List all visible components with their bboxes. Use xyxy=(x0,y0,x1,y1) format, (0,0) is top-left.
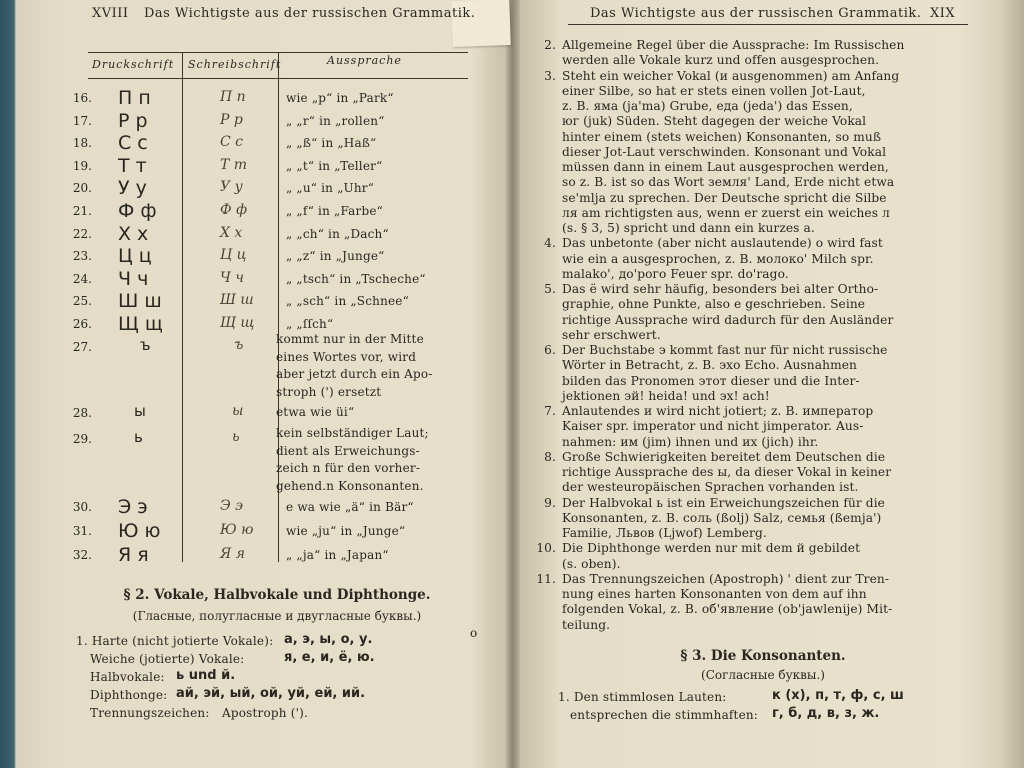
row-number: 24. xyxy=(72,271,92,286)
row-number: 26. xyxy=(72,317,92,331)
script-letter: Ч ч xyxy=(220,269,244,286)
text-line: Das Trennungszeichen (Apostroph) ' dient zur Tren- xyxy=(562,571,890,586)
running-title: Das Wichtigste aus der russischen Grammatik. xyxy=(144,6,476,21)
print-letter: Ф ф xyxy=(118,200,157,222)
row-number: 27. xyxy=(72,340,92,354)
text-line: (s. § 3, 5) spricht und dann ein kurzes а. xyxy=(562,221,815,235)
script-letter: П п xyxy=(220,89,246,105)
vowel-value: я, е, и, ё, ю. xyxy=(284,650,375,665)
pronunciation: „ „f“ in „Farbe“ xyxy=(286,204,383,218)
row-number: 16. xyxy=(72,91,92,105)
row-number: 21. xyxy=(72,204,92,218)
print-letter: Ц ц xyxy=(118,245,152,268)
row-number: 19. xyxy=(72,158,92,173)
text-line: Der Halbvokal ь ist ein Erweichungszeichen für die xyxy=(562,495,885,510)
pronunciation: „ „ß“ in „Haß“ xyxy=(286,136,377,151)
script-letter: Р р xyxy=(220,111,243,128)
item-number: 9. xyxy=(544,495,556,510)
vowel-value: Apostroph ('). xyxy=(222,706,309,720)
column-header: Schreibschrift xyxy=(188,58,282,71)
text-line: bilden das Pronomen этот dieser und die Inter- xyxy=(562,373,860,388)
item-number: 10. xyxy=(536,541,556,556)
script-letter: ы xyxy=(232,403,244,419)
print-letter: Э э xyxy=(118,496,148,518)
text-line: müssen dann in einem Laut ausgesprochen werden, xyxy=(562,160,889,174)
text-line: einer Silbe, so hat er stets einen vollen Jot-Laut, xyxy=(562,83,866,98)
text-line: Steht ein weicher Vokal (и ausgenommen) am Anfang xyxy=(562,68,900,83)
text-line: malako', до'рого Feuer spr. do'rago. xyxy=(562,266,789,281)
row-number: 20. xyxy=(72,181,92,196)
text-line: Große Schwierigkeiten bereitet dem Deutschen die xyxy=(562,449,886,464)
section-3-subtitle: (Согласные буквы.) xyxy=(701,668,825,682)
print-letter: ы xyxy=(134,402,146,420)
script-letter: Ш ш xyxy=(220,292,254,309)
print-letter: Х х xyxy=(118,222,149,245)
script-letter: Т т xyxy=(220,156,248,173)
page-number: XVIII xyxy=(92,6,129,21)
row28-text: etwa wie üi“ xyxy=(276,405,355,419)
text-line: юг (juk) Süden. Steht dagegen der weiche Vokal xyxy=(562,114,867,129)
item-number: 7. xyxy=(544,404,556,418)
text-line: richtige Aussprache wird dadurch für den Ausländer xyxy=(562,312,894,327)
running-title: Das Wichtigste aus der russischen Grammatik. xyxy=(590,6,922,21)
print-letter: У у xyxy=(118,177,147,200)
text-line: dieser Jot-Laut verschwinden. Konsonant und Vokal xyxy=(562,144,887,159)
vowel-value: ай, эй, ый, ой, уй, ей, ий. xyxy=(176,686,366,701)
text-line: der westeuropäischen Sprachen vorhanden ist. xyxy=(562,480,859,495)
text-line: nung eines harten Konsonanten von dem auf ihn xyxy=(562,587,867,601)
print-letter: ъ xyxy=(140,336,151,354)
print-letter: П п xyxy=(118,87,151,109)
item-number: 5. xyxy=(544,282,556,296)
row-number: 28. xyxy=(72,406,92,420)
text-line: Allgemeine Regel über die Aussprache: Im Russischen xyxy=(562,38,905,52)
vowel-value: а, э, ы, о, у. xyxy=(284,632,373,647)
item-number: 3. xyxy=(544,68,556,83)
page-number: XIX xyxy=(930,6,956,21)
script-letter: ъ xyxy=(234,337,244,353)
vowel-label: Weiche (jotierte) Vokale: xyxy=(90,652,245,666)
script-letter: Щ щ xyxy=(220,315,255,331)
right-page xyxy=(528,0,978,768)
pronunciation: „ „sch“ in „Schnee“ xyxy=(286,294,409,309)
script-letter: Ф ф xyxy=(220,202,248,218)
pronunciation: „ „r“ in „rollen“ xyxy=(286,113,385,128)
pronunciation: wie „p“ in „Park“ xyxy=(286,91,394,105)
column-header: Druckschrift xyxy=(92,58,175,71)
text-line: teilung. xyxy=(562,617,611,632)
print-letter: Р р xyxy=(118,109,148,132)
text-line: Die Diphthonge werden nur mit dem й gebildet xyxy=(562,541,861,556)
text-line: Konsonanten, z. B. соль (ßolj) Salz, семья (ßemja') xyxy=(562,510,882,525)
item-number: 6. xyxy=(544,343,556,357)
text-line: Der Buchstabe э kommt fast nur für nicht russische xyxy=(562,343,888,357)
text-line: wie ein а ausgesprochen, z. B. молоко' Milch spr. xyxy=(562,251,874,266)
text-line: graphie, ohne Punkte, also е geschrieben. Seine xyxy=(562,297,866,312)
pronunciation: „ „ch“ in „Dach“ xyxy=(286,226,389,241)
text-line: se'mlja zu sprechen. Der Deutsche spricht die Silbe xyxy=(562,190,887,205)
text-line: ля am richtigsten aus, wenn er zuerst ein weiches л xyxy=(562,205,890,220)
text-line: Familie, Львов (Ljwof) Lemberg. xyxy=(562,526,767,540)
text-line: Kaiser spr. imperator und nicht jimperator. Aus- xyxy=(562,419,864,434)
row-number: 23. xyxy=(72,249,92,264)
item-number: 4. xyxy=(544,236,556,251)
vowel-label: Diphthonge: xyxy=(90,688,168,702)
text-line: sehr erschwert. xyxy=(562,327,661,342)
section-2-title: § 2. Vokale, Halbvokale und Diphthonge. xyxy=(123,587,431,603)
print-letter: Ш ш xyxy=(118,290,162,313)
script-letter: Э э xyxy=(220,498,244,514)
text-line: werden alle Vokale kurz und offen ausgesprochen. xyxy=(562,53,880,68)
text-line: folgenden Vokal, z. B. об'явление (ob'jawlenije) Mit- xyxy=(562,602,893,617)
print-letter: ь xyxy=(134,428,143,446)
print-letter: Ю ю xyxy=(118,520,161,542)
script-letter: ь xyxy=(232,429,240,445)
column-header: Aussprache xyxy=(327,54,402,67)
vowel-label: Trennungszeichen: xyxy=(90,706,210,720)
consonant-label: 1. Den stimmlosen Lauten: xyxy=(558,690,727,704)
row-number: 17. xyxy=(72,113,92,128)
print-letter: Т т xyxy=(118,154,147,177)
print-letter: Щ щ xyxy=(118,313,163,335)
item-number: 2. xyxy=(544,38,556,52)
row27-text: kommt nur in der Mitte eines Wortes vor, wird aber jetzt durch ein Apo- stroph (') ersetzt xyxy=(276,332,433,399)
section-3-title: § 3. Die Konsonanten. xyxy=(680,648,846,664)
left-page xyxy=(22,0,492,768)
section-2-subtitle: (Гласные, полугласные и двугласные буквы.) xyxy=(132,609,422,623)
print-letter: Ч ч xyxy=(118,267,149,290)
consonant-value: к (х), п, т, ф, с, ш xyxy=(772,688,904,703)
row-number: 30. xyxy=(72,500,92,514)
stray-mark: o xyxy=(470,626,478,640)
print-letter: Я я xyxy=(118,544,149,566)
script-letter: С с xyxy=(220,134,244,151)
text-line: jektionen эй! heida! und эх! ach! xyxy=(562,388,770,403)
pronunciation: „ „z“ in „Junge“ xyxy=(286,249,385,264)
text-line: z. B. яма (ja'ma) Grube, еда (jeda') das Essen, xyxy=(562,99,853,113)
text-line: nahmen: им (jim) ihnen und их (jich) ihr. xyxy=(562,434,819,449)
pronunciation: „ „u“ in „Uhr“ xyxy=(286,181,375,196)
row-number: 22. xyxy=(72,226,92,241)
row-number: 29. xyxy=(72,432,92,446)
script-letter: Ц ц xyxy=(220,247,247,264)
row29-text: kein selbständiger Laut; dient als Erweichungs- zeich n für den vorher- gehend.n Konsonanten. xyxy=(276,426,429,493)
vowel-label: 1. Harte (nicht jotierte Vokale): xyxy=(76,634,274,648)
text-line: Das unbetonte (aber nicht auslautende) o wird fast xyxy=(562,236,883,251)
text-line: Wörter in Betracht, z. B. эхо Echo. Ausnahmen xyxy=(562,358,857,373)
text-line: hinter einem (stets weichen) Konsonanten, so muß xyxy=(562,129,882,144)
pronunciation: wie „ju“ in „Junge“ xyxy=(286,524,406,538)
pronunciation: „ „tsch“ in „Tscheche“ xyxy=(286,271,426,286)
row-number: 25. xyxy=(72,294,92,309)
vowel-label: Halbvokale: xyxy=(90,670,165,684)
pronunciation: „ „ja“ in „Japan“ xyxy=(286,548,389,562)
consonant-label: entsprechen die stimmhaften: xyxy=(570,708,759,722)
row-number: 18. xyxy=(72,136,92,151)
pronunciation: e wa wie „ä“ in Bär“ xyxy=(286,500,414,514)
book-gutter xyxy=(506,0,520,768)
row-number: 31. xyxy=(72,524,92,538)
pronunciation: „ „t“ in „Teller“ xyxy=(286,158,383,173)
consonant-value: г, б, д, в, з, ж. xyxy=(772,706,880,721)
text-line: Anlautendes и wird nicht jotiert; z. B. император xyxy=(562,404,874,418)
vowel-value: ь und й. xyxy=(176,668,236,683)
script-letter: У у xyxy=(220,179,243,196)
text-line: so z. B. ist so das Wort земля' Land, Erde nicht etwa xyxy=(562,175,895,190)
script-letter: Я я xyxy=(220,546,246,562)
script-letter: Ю ю xyxy=(220,522,254,538)
text-line: Das ё wird sehr häufig, besonders bei alter Ortho- xyxy=(562,282,879,296)
row-number: 32. xyxy=(72,548,92,562)
item-number: 8. xyxy=(544,449,556,464)
text-line: richtige Aussprache des ы, da dieser Vokal in keiner xyxy=(562,465,892,479)
pronunciation: „ „ſſch“ xyxy=(286,317,334,331)
print-letter: С с xyxy=(118,132,148,155)
script-letter: Х х xyxy=(220,224,243,241)
text-line: (s. oben). xyxy=(562,556,621,571)
item-number: 11. xyxy=(536,571,556,586)
